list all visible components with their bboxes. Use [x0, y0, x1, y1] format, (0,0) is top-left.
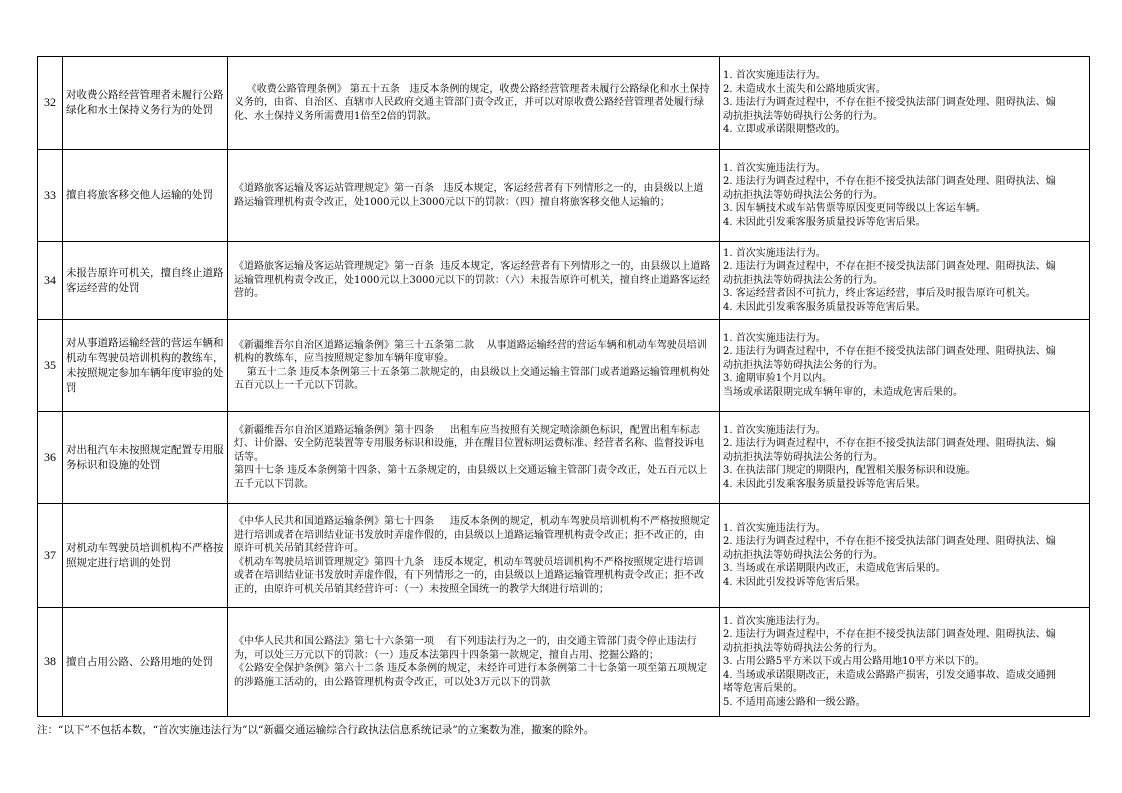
violation-name: 擅自占用公路、公路用地的处罚 — [63, 608, 228, 716]
violation-name: 对出租汽车未按照规定配置专用服务标识和设施的处罚 — [63, 412, 228, 503]
condition-line: 4. 未因此引发乘客服务质量投诉等危害后果。 — [723, 478, 926, 490]
condition-line: 4. 未因此引发乘客服务质量投诉等危害后果。 — [723, 301, 926, 313]
legal-basis-text: 《中华人民共和国道路运输条例》第七十四条 违反本条例的规定，机动车驾驶员培训机构不严格按照规定进行培训或者在培训结业证书发放时弄虚作假的，由县级以上道路运输管理机构责令改正；拒不改正的，由原许可机关吊销其经营许可。 《机动车驾驶员培训管理规定》第四十九条 违反本规定，机动车驾驶员培训机构不严格按照规定进行培训或者在培训结业证书发放时弄虚作假，有下列情形之一的，由县级以上道路运输管理机构责令改正；拒不改正的，由原许可机关吊销其经营许可：（一）未按照全国统一的教学大纲进行培训的； — [234, 516, 710, 595]
condition-line: 动抗拒执法等妨碍执法公务的行为。 — [723, 274, 883, 286]
table-row — [38, 607, 1089, 716]
exemption-conditions — [720, 57, 1089, 149]
condition-line: 动抗拒执法等妨碍执法公务的行为。 — [723, 451, 883, 463]
legal-basis — [228, 57, 720, 149]
violation-name: 未报告原许可机关，擅自终止道路客运经营的处罚 — [63, 242, 228, 319]
footnote: 注：“以下”不包括本数，“首次实施违法行为”以“新疆交通运输综合行政执法信息系统记录”的立案数为准，撤案的除外。 — [37, 724, 595, 736]
table-row — [38, 411, 1089, 503]
condition-line: 5. 不适用高速公路和一级公路。 — [723, 696, 866, 708]
penalty-table — [37, 56, 1090, 717]
condition-line: 1. 首次实施违法行为。 — [723, 332, 826, 344]
legal-basis — [228, 608, 720, 716]
violation-name: 对机动车驾驶员培训机构不严格按照规定进行培训的处罚 — [63, 504, 228, 607]
condition-line: 堵等危害后果的。 — [723, 683, 803, 695]
condition-line: 3. 违法行为调查过程中，不存在拒不接受执法部门调查处理、阻碍执法、煽 — [723, 97, 1056, 109]
exemption-conditions — [720, 150, 1089, 241]
condition-line: 1. 首次实施违法行为。 — [723, 162, 826, 174]
legal-basis-text: 《中华人民共和国公路法》第七十六条第一项 有下列违法行为之一的，由交通主管部门责令停止违法行为，可以处三万元以下的罚款：（一）违反本法第四十四条第一款规定，擅自占用、挖掘公路的； 《公路安全保护条例》第六十二条 违反本条例的规定，未经许可进行本条例第二十七条第一项至第五项规定的涉路施工活动的，由公路管理机构责令改正，可以处3万元以下的罚款 — [234, 636, 708, 688]
condition-line: 1. 首次实施违法行为。 — [723, 522, 826, 534]
row-number: 34 — [38, 242, 63, 319]
condition-line: 动抗拒执法等妨碍执行公务的行为。 — [723, 110, 883, 122]
condition-line: 1. 首次实施违法行为。 — [723, 70, 826, 82]
violation-name: 擅自将旅客移交他人运输的处罚 — [63, 150, 228, 241]
row-number: 33 — [38, 150, 63, 241]
condition-line: 1. 首次实施违法行为。 — [723, 615, 826, 627]
row-number: 32 — [38, 57, 63, 149]
row-number: 36 — [38, 412, 63, 503]
legal-basis — [228, 412, 720, 503]
legal-basis-text: 《道路旅客运输及客运站管理规定》第一百条 违反本规定，客运经营者有下列情形之一的，由县级以上道路运输管理机构责令改正，处1000元以上3000元以下的罚款：（六）未报告原许可机关，擅自终止道路客运经营的。 — [234, 261, 711, 300]
condition-line: 4. 当场或承诺限期改正，未造成公路路产损害，引发交通事故、造成交通拥 — [723, 669, 1056, 681]
condition-line: 2. 违法行为调查过程中，不存在拒不接受执法部门调查处理、阻碍执法、煽 — [723, 261, 1056, 273]
condition-line: 2. 未造成水土流失和公路地质灾害。 — [723, 83, 886, 95]
exemption-conditions — [720, 320, 1089, 411]
condition-line: 4. 立即或承诺限期整改的。 — [723, 124, 846, 136]
condition-line: 3. 因车辆技术或车站售票等原因变更同等级以上客运车辆。 — [723, 203, 986, 215]
condition-line: 3. 逾期审验1个月以内。 — [723, 373, 833, 385]
condition-line: 1. 首次实施违法行为。 — [723, 247, 826, 259]
table-row — [38, 319, 1089, 411]
condition-line: 3. 客运经营者因不可抗力，终止客运经营，事后及时报告原许可机关。 — [723, 288, 1036, 300]
condition-line: 4. 未因此引发投诉等危害后果。 — [723, 576, 866, 588]
condition-line: 2. 违法行为调查过程中，不存在拒不接受执法部门调查处理、阻碍执法、煽 — [723, 346, 1056, 358]
table-row — [38, 503, 1089, 607]
exemption-conditions — [720, 412, 1089, 503]
condition-line: 1. 首次实施违法行为。 — [723, 424, 826, 436]
legal-basis — [228, 150, 720, 241]
row-number: 37 — [38, 504, 63, 607]
legal-basis-text: 《道路旅客运输及客运站管理规定》第一百条 违反本规定，客运经营者有下列情形之一的，由县级以上道路运输管理机构责令改正，处1000元以上3000元以下的罚款：（四）擅自将旅客移交他人运输的； — [234, 183, 704, 208]
legal-basis-text: 《新疆维吾尔自治区道路运输条例》第三十五条第二款 从事道路运输经营的营运车辆和机动车驾驶员培训机构的教练车，应当按照规定参加车辆年度审验。 第五十二条 违反本条例第三十五条第二款规定的，由县级以上交通运输主管部门或者道路运输管理机构处五百元以上一千元以下罚款。 — [234, 339, 710, 391]
exemption-conditions — [720, 242, 1089, 319]
condition-line: 2. 违法行为调查过程中，不存在拒不接受执法部门调查处理、阻碍执法、煽 — [723, 438, 1056, 450]
condition-line: 3. 当场或在承诺期限内改正，未造成危害后果的。 — [723, 563, 946, 575]
condition-line: 动抗拒执法等妨碍执法公务的行为。 — [723, 549, 883, 561]
table-row — [38, 241, 1089, 319]
condition-line: 3. 在执法部门规定的期限内，配置相关服务标识和设施。 — [723, 465, 976, 477]
violation-name: 对收费公路经营管理者未履行公路绿化和水土保持义务行为的处罚 — [63, 57, 228, 149]
condition-line: 动抗拒执法等妨碍执法公务的行为。 — [723, 642, 883, 654]
legal-basis-text: 《新疆维吾尔自治区道路运输条例》第十四条 出租车应当按照有关规定喷涂颜色标识，配置出租车标志灯、计价器、安全防范装置等专用服务标识和设施，并在醒目位置标明运费标准、经营者名称、监督投诉电话等。 第四十七条 违反本条例第十四条、第十五条规定的，由县级以上交通运输主管部门责令改正，处五百元以上五千元以下罚款。 — [234, 424, 708, 490]
condition-line: 当场或承诺限期完成车辆年审的，未造成危害后果的。 — [723, 386, 963, 398]
condition-line: 2. 违法行为调查过程中，不存在拒不接受执法部门调查处理、阻碍执法、煽 — [723, 629, 1056, 641]
violation-name: 对从事道路运输经营的营运车辆和机动车驾驶员培训机构的教练车，未按照规定参加车辆年度审验的处罚 — [63, 320, 228, 411]
legal-basis — [228, 320, 720, 411]
exemption-conditions — [720, 504, 1089, 607]
row-number: 38 — [38, 608, 63, 716]
legal-basis — [228, 242, 720, 319]
condition-line: 4. 未因此引发乘客服务质量投诉等危害后果。 — [723, 216, 926, 228]
exemption-conditions — [720, 608, 1089, 716]
legal-basis — [228, 504, 720, 607]
condition-line: 2. 违法行为调查过程中，不存在拒不接受执法部门调查处理、阻碍执法、煽 — [723, 536, 1056, 548]
condition-line: 3. 占用公路5平方米以下或占用公路用地10平方米以下的。 — [723, 656, 985, 668]
legal-basis-text: 《收费公路管理条例》 第五十五条 违反本条例的规定，收费公路经营管理者未履行公路绿化和水土保持义务的，由省、自治区、直辖市人民政府交通主管部门责令改正，并可以对原收费公路经营管理者处履行绿化、水土保持义务所需费用1倍至2倍的罚款。 — [234, 83, 710, 122]
table-row — [38, 149, 1089, 241]
condition-line: 动抗拒执法等妨碍执法公务的行为。 — [723, 189, 883, 201]
row-number: 35 — [38, 320, 63, 411]
condition-line: 动抗拒执法等妨碍执法公务的行为。 — [723, 359, 883, 371]
condition-line: 2. 违法行为调查过程中，不存在拒不接受执法部门调查处理、阻碍执法、煽 — [723, 176, 1056, 188]
table-row — [38, 57, 1089, 149]
